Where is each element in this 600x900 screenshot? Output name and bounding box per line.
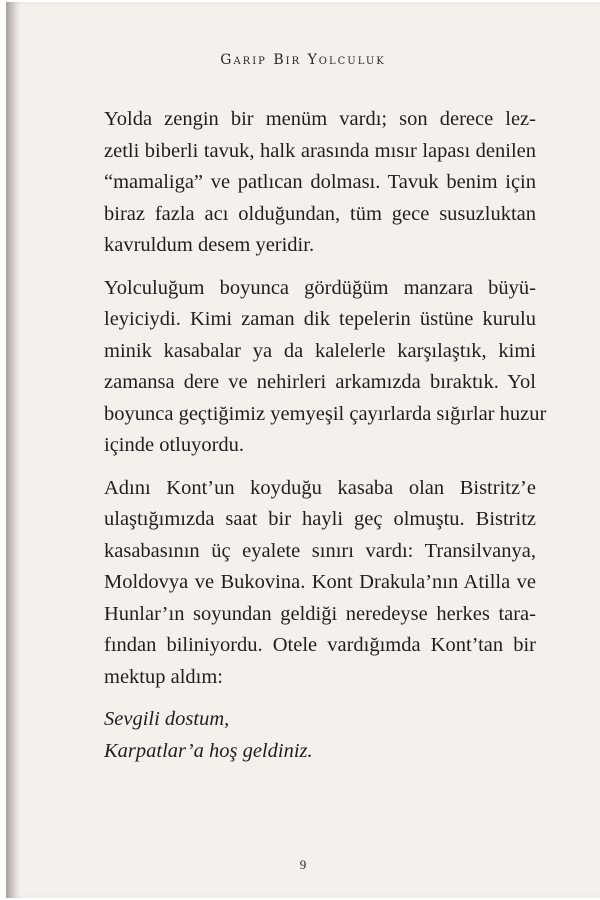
text-line: ulaştığımızda saat bir hayli geç olmuştu. Bistritz (104, 508, 536, 530)
paragraph-1 (104, 104, 536, 262)
text-line: fından biliniyordu. Otele vardığımda Kont’tan bir (104, 634, 536, 656)
body-text (104, 104, 547, 778)
text-line: kasabasının üç eyalete sınırı vardı: Transilvanya, (104, 539, 536, 562)
text-line: Yolda zengin bir menüm vardı; son derece lez- (104, 108, 536, 130)
text-line: içinde otluyordu. (104, 434, 245, 456)
spine-shadow (6, 2, 20, 898)
text-line: leyiciydi. Kimi zaman dik tepelerin üstüne kurulu (104, 308, 536, 330)
text-line: mektup aldım: (104, 665, 223, 688)
letter-line: Karpatlar’a hoş geldiniz. (104, 739, 313, 762)
text-line: Adını Kont’un koyduğu kasaba olan Bistritz’e (104, 476, 536, 499)
text-line: Yolculuğum boyunca gördüğüm manzara büyü- (104, 276, 536, 299)
text-line: Hunlar’ın soyundan geldiği neredeyse herkes tara- (104, 602, 536, 625)
page-number: 9 (299, 857, 307, 872)
text-line: Moldovya ve Bukovina. Kont Drakula’nın Atilla ve (104, 571, 536, 593)
paragraph-3 (104, 473, 536, 694)
text-line: boyunca geçtiğimiz yemyeşil çayırlarda sığırlar huzur (104, 402, 547, 425)
paragraph-2 (104, 273, 547, 462)
running-head: Garip Bir Yolculuk (220, 52, 386, 68)
text-line: “mamaliga” ve patlıcan dolması. Tavuk benim için (104, 171, 536, 193)
letter-salutation: Sevgili dostum, (104, 708, 230, 730)
text-line: zetli biberli tavuk, halk arasında mısır lapası denilen (104, 139, 536, 162)
book-page (6, 2, 600, 898)
text-line: kavruldum desem yeridir. (104, 234, 315, 256)
text-line: zamansa dere ve nehirleri arkamızda bıraktık. Yol (104, 371, 536, 393)
letter-excerpt (104, 704, 536, 767)
text-line: biraz fazla acı olduğundan, tüm gece susuzluktan (104, 202, 536, 225)
text-line: minik kasabalar ya da kalelerle karşılaştık, kimi (104, 339, 536, 362)
